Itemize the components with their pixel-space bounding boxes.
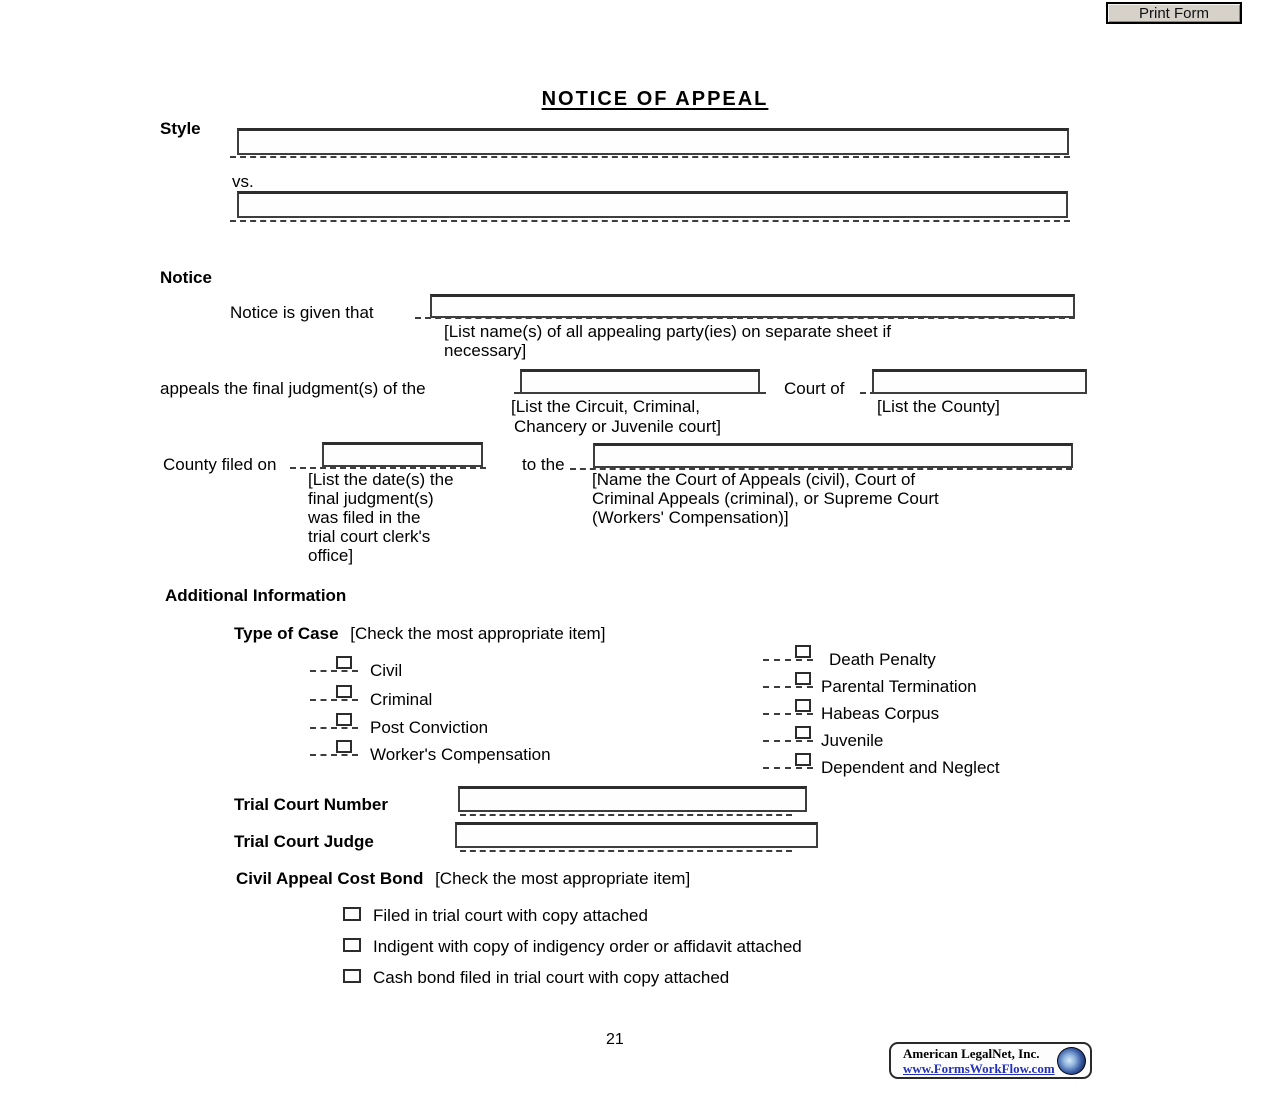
filed-date-hint (308, 470, 518, 565)
print-form-button[interactable]: Print Form (1106, 2, 1242, 24)
dashed-underline (460, 850, 792, 852)
legalnet-logo (889, 1042, 1092, 1079)
appellate-court-hint-line3: (Workers' Compensation)] (592, 508, 789, 527)
type-of-case-option-death-penalty (763, 641, 1093, 671)
appeals-judgment-text: appeals the final judgment(s) of the (160, 379, 426, 398)
filed-date-hint-line4: trial court clerk's (308, 527, 431, 546)
checkbox-bond-cash[interactable] (343, 969, 361, 983)
filed-date-hint-line1: [List the date(s) the (308, 470, 454, 489)
vs-label: vs. (232, 172, 254, 191)
dashed-underline (230, 156, 1070, 158)
legalnet-logo-text (903, 1046, 1055, 1076)
checkbox-civil-label: Civil (370, 661, 403, 680)
type-of-case-option-criminal (310, 681, 640, 711)
logo-website-link[interactable]: www.FormsWorkFlow.com (903, 1061, 1055, 1076)
checkbox-post-conviction[interactable] (336, 713, 352, 726)
dashed-underline (310, 754, 358, 756)
notice-heading: Notice (160, 268, 212, 287)
checkbox-criminal-label: Criminal (370, 690, 433, 709)
checkbox-post-conviction-label: Post Conviction (370, 718, 489, 737)
checkbox-workers-compensation[interactable] (336, 740, 352, 753)
appellate-court-hint (592, 470, 1072, 527)
type-of-case-option-dependent-neglect (763, 749, 1093, 779)
form-title: NOTICE OF APPEAL (541, 88, 769, 110)
checkbox-parental-termination[interactable] (795, 672, 811, 685)
checkbox-bond-filed-label: Filed in trial court with copy attached (373, 906, 648, 925)
logo-company-name: American LegalNet, Inc. (903, 1046, 1040, 1061)
trial-court-type-field[interactable] (520, 369, 760, 394)
type-of-case-hint: [Check the most appropriate item] (350, 624, 606, 643)
type-of-case-option-post-conviction (310, 709, 640, 739)
checkbox-parental-termination-label: Parental Termination (821, 677, 977, 696)
checkbox-civil[interactable] (336, 656, 352, 669)
checkbox-death-penalty-label: Death Penalty (829, 650, 936, 669)
checkbox-dependent-neglect[interactable] (795, 753, 811, 766)
page-number: 21 (606, 1031, 624, 1048)
type-of-case-option-habeas-corpus (763, 695, 1093, 725)
cost-bond-label: Civil Appeal Cost Bond (236, 869, 424, 888)
style-defendant-field[interactable] (237, 191, 1068, 218)
court-type-hint-line2: Chancery or Juvenile court] (514, 417, 721, 436)
type-of-case-line (234, 624, 605, 644)
court-of-text: Court of (784, 379, 845, 398)
type-of-case-option-workers-compensation (310, 736, 640, 766)
checkbox-bond-indigent[interactable] (343, 938, 361, 952)
type-of-case-option-juvenile (763, 722, 1093, 752)
notice-given-text: Notice is given that (230, 303, 374, 322)
trial-court-number-field[interactable] (458, 786, 807, 812)
dashed-underline (290, 467, 486, 469)
additional-info-heading: Additional Information (165, 586, 347, 605)
checkbox-workers-compensation-label: Worker's Compensation (370, 745, 551, 764)
checkbox-death-penalty[interactable] (795, 645, 811, 658)
dashed-underline (763, 767, 813, 769)
checkbox-criminal[interactable] (336, 685, 352, 698)
cost-bond-line (236, 869, 690, 889)
trial-court-number-label: Trial Court Number (234, 795, 388, 814)
filed-date-hint-line3: was filed in the (308, 508, 421, 527)
checkbox-habeas-corpus[interactable] (795, 699, 811, 712)
filed-date-field[interactable] (322, 442, 483, 467)
checkbox-juvenile[interactable] (795, 726, 811, 739)
checkbox-dependent-neglect-label: Dependent and Neglect (821, 758, 1000, 777)
appealing-party-hint-line2: necessary] (444, 341, 527, 360)
appellate-court-hint-line1: [Name the Court of Appeals (civil), Court of (592, 470, 916, 489)
checkbox-habeas-corpus-label: Habeas Corpus (821, 704, 940, 723)
dashed-underline (763, 686, 813, 688)
cost-bond-hint: [Check the most appropriate item] (435, 869, 691, 888)
checkbox-bond-cash-label: Cash bond filed in trial court with copy attached (373, 968, 730, 987)
filed-date-hint-line2: final judgment(s) (308, 489, 434, 508)
globe-icon (1057, 1047, 1086, 1075)
dashed-underline (310, 727, 358, 729)
to-the-text: to the (522, 455, 565, 474)
dashed-underline (230, 220, 1070, 222)
type-of-case-option-parental-termination (763, 668, 1093, 698)
trial-court-judge-label: Trial Court Judge (234, 832, 374, 851)
county-name-field[interactable] (872, 369, 1087, 394)
dashed-underline (310, 699, 358, 701)
appellate-court-hint-line2: Criminal Appeals (criminal), or Supreme Court (592, 489, 939, 508)
dashed-underline (763, 659, 813, 661)
county-hint: [List the County] (877, 397, 1000, 416)
trial-court-judge-field[interactable] (455, 822, 818, 848)
filed-date-hint-line5: office] (308, 546, 354, 565)
appealing-party-hint-line1: [List name(s) of all appealing party(ies) on separate sheet if (444, 322, 891, 341)
dashed-underline (763, 740, 813, 742)
type-of-case-label: Type of Case (234, 624, 339, 643)
dashed-underline (763, 713, 813, 715)
checkbox-juvenile-label: Juvenile (821, 731, 884, 750)
checkbox-bond-indigent-label: Indigent with copy of indigency order or affidavit attached (373, 937, 802, 956)
county-filed-text: County filed on (163, 455, 277, 474)
style-plaintiff-field[interactable] (237, 128, 1069, 155)
court-type-hint-line1: [List the Circuit, Criminal, (511, 397, 700, 416)
dashed-underline (310, 670, 358, 672)
checkbox-bond-filed[interactable] (343, 907, 361, 921)
type-of-case-option-civil (310, 652, 640, 682)
dashed-underline (460, 814, 792, 816)
appealing-party-field[interactable] (430, 294, 1075, 318)
style-label: Style (160, 119, 201, 138)
appellate-court-field[interactable] (593, 443, 1073, 468)
